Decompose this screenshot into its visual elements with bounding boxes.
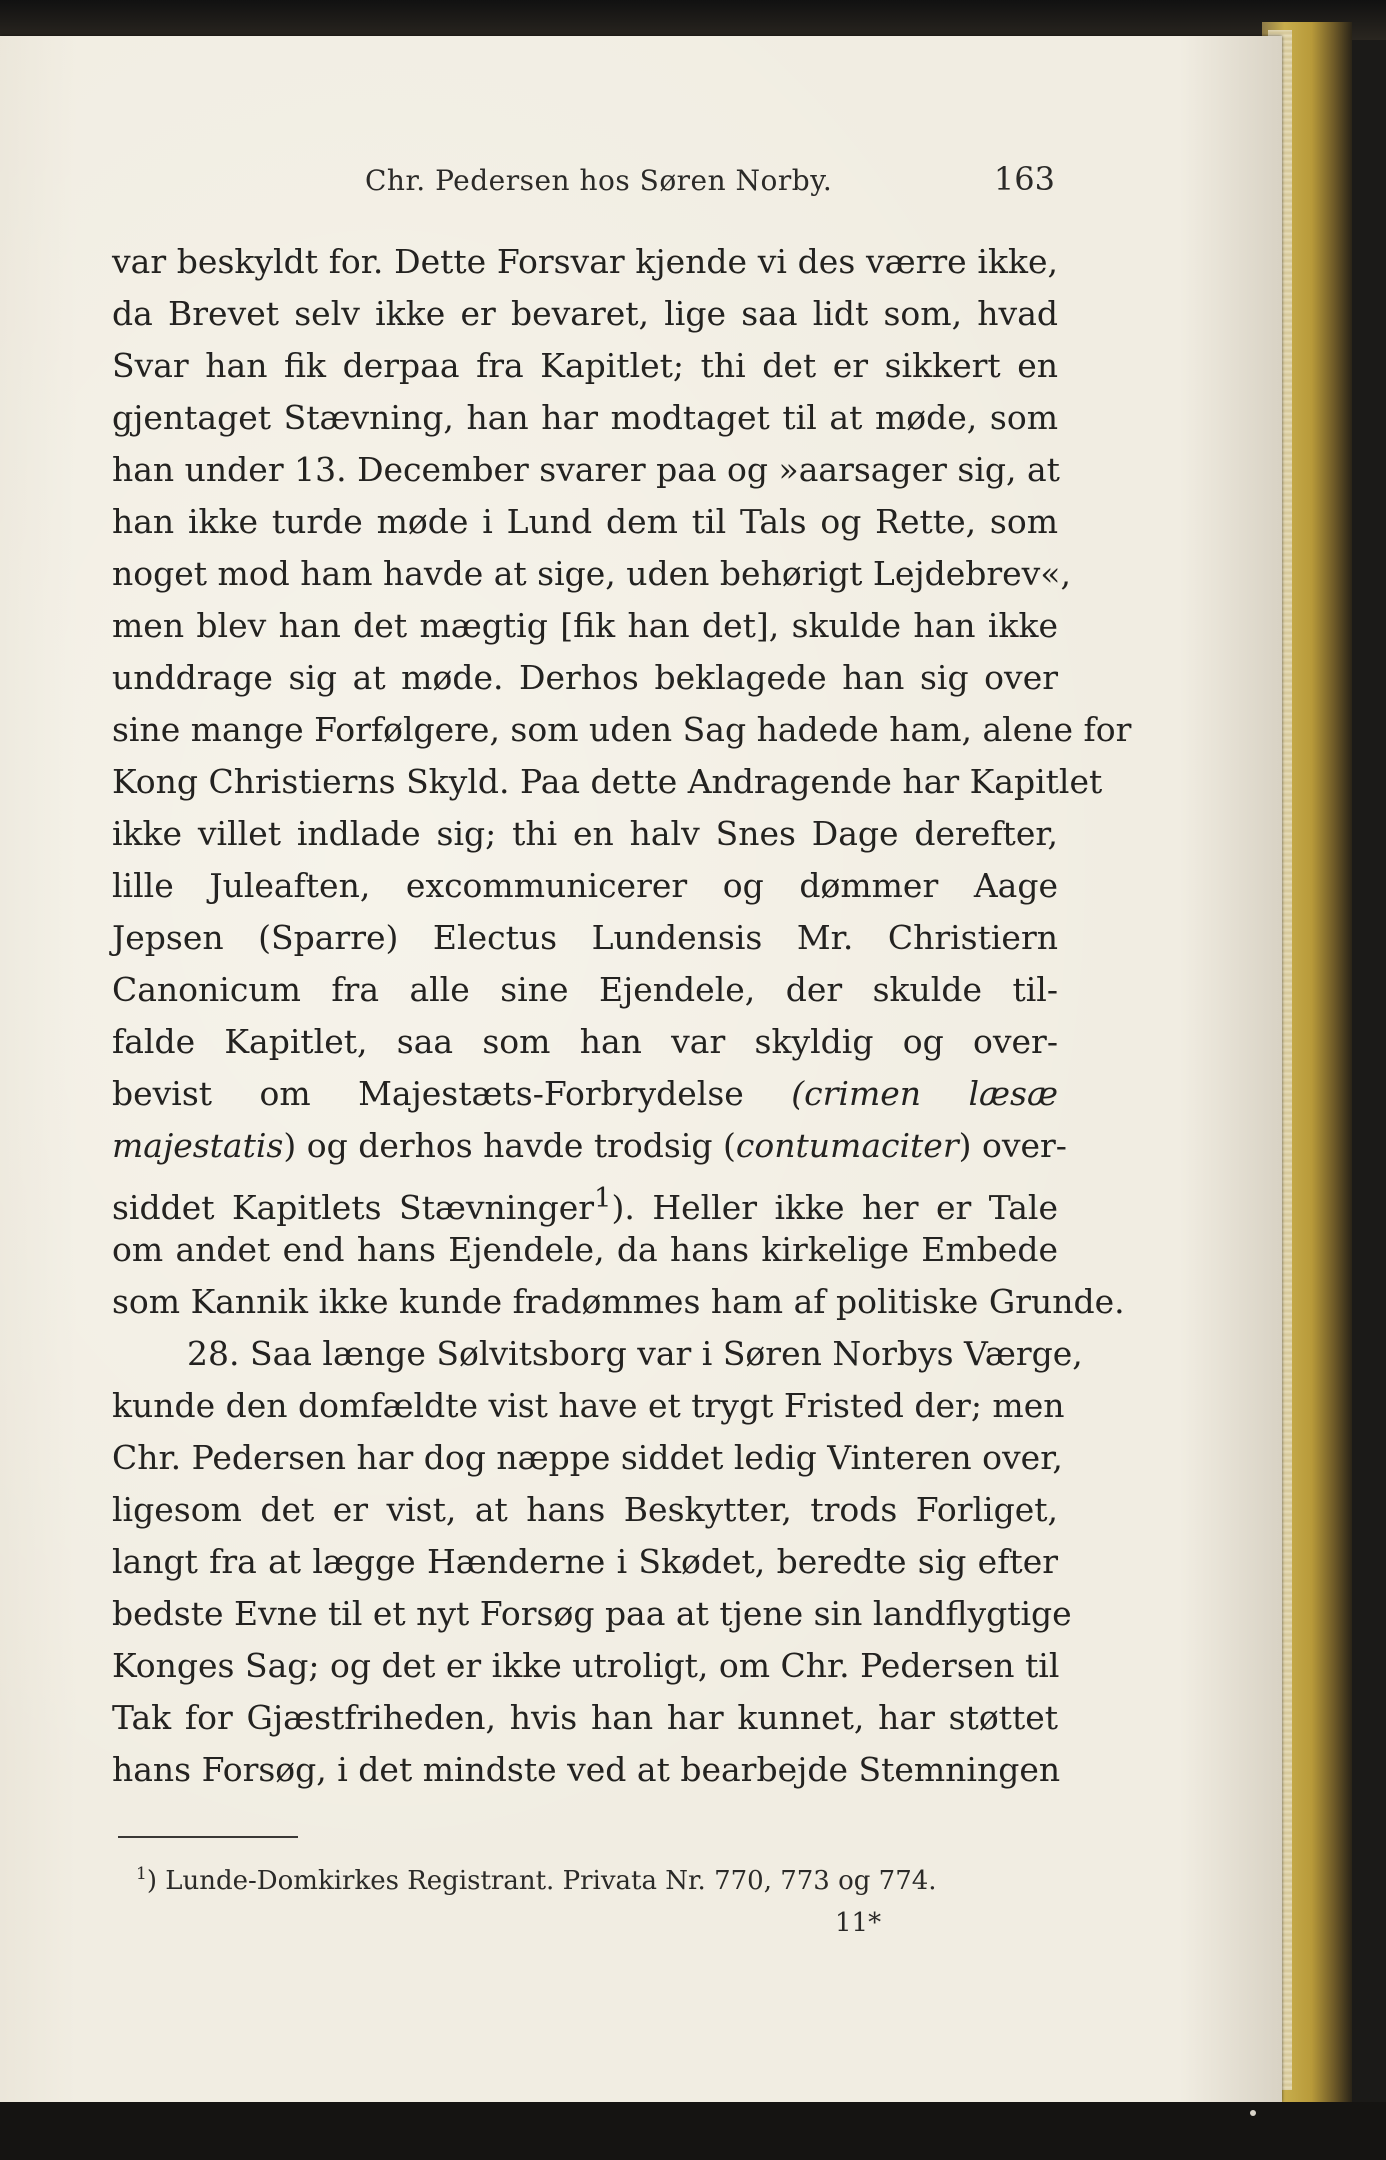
text-line: Kong Christierns Skyld. Paa dette Andragende har Kapitlet <box>112 762 1103 801</box>
footnote-rule <box>118 1836 298 1838</box>
latin-phrase: majestatis <box>112 1126 284 1165</box>
text-segment: bevist om Majestæts-Forbrydelse <box>112 1074 744 1113</box>
footnote-marker: 1 <box>136 1864 147 1884</box>
footnote-text: ) Lunde-Domkirkes Registrant. Privata Nr. 770, 773 og 774. <box>146 1866 937 1896</box>
text-line-paragraph-start: 28. Saa længe Sølvitsborg var i Søren Norbys Værge, <box>187 1334 1083 1373</box>
text-segment: ) og derhos havde trodsig ( <box>283 1126 736 1165</box>
latin-phrase: (crimen læsæ <box>791 1074 1058 1113</box>
text-line: Chr. Pedersen har dog næppe siddet ledig Vinteren over, <box>112 1438 1063 1477</box>
text-line: bedste Evne til et nyt Forsøg paa at tjene sin landflygtige <box>112 1594 1072 1633</box>
text-line: kunde den domfældte vist have et trygt Fristed der; men <box>112 1386 1065 1425</box>
text-line: Konges Sag; og det er ikke utroligt, om Chr. Pedersen til <box>112 1646 1060 1685</box>
footnote-reference: 1 <box>594 1182 612 1214</box>
text-line: men blev han det mægtig [fik han det], skulde han ikke <box>112 606 1058 645</box>
text-segment: ). Heller ikke her er Tale <box>611 1188 1058 1227</box>
text-line: han under 13. December svarer paa og »aarsager sig, at <box>112 450 1060 489</box>
text-line-mixed <box>112 1172 1058 1227</box>
text-segment: siddet Kapitlets Stævninger <box>112 1188 594 1227</box>
text-line: Jepsen (Sparre) Electus Lundensis Mr. Christiern <box>112 918 1058 957</box>
text-line: lille Juleaften, excommunicerer og dømmer Aage <box>112 866 1058 905</box>
text-line: noget mod ham havde at sige, uden behørigt Lejdebrev«, <box>112 554 1071 593</box>
text-line: som Kannik ikke kunde fradømmes ham af politiske Grunde. <box>112 1282 1125 1321</box>
text-line: han ikke turde møde i Lund dem til Tals og Rette, som <box>112 502 1058 541</box>
latin-phrase: contumaciter <box>735 1126 959 1165</box>
text-line: gjentaget Stævning, han har modtaget til at møde, som <box>112 398 1058 437</box>
running-head: Chr. Pedersen hos Søren Norby. <box>365 164 833 197</box>
footnote <box>136 1864 937 1896</box>
scan-artifact-dot <box>1250 2110 1256 2116</box>
text-line: da Brevet selv ikke er bevaret, lige saa lidt som, hvad <box>112 294 1058 333</box>
text-line: sine mange Forfølgere, som uden Sag hadede ham, alene for <box>112 710 1132 749</box>
text-line: Tak for Gjæstfriheden, hvis han har kunnet, har støttet <box>112 1698 1058 1737</box>
text-line: ligesom det er vist, at hans Beskytter, trods Forliget, <box>112 1490 1058 1529</box>
body-text <box>112 236 1132 1796</box>
text-line: Canonicum fra alle sine Ejendele, der skulde til- <box>112 970 1058 1009</box>
text-line: om andet end hans Ejendele, da hans kirkelige Embede <box>112 1230 1058 1269</box>
page-number: 163 <box>993 160 1055 198</box>
text-line: unddrage sig at møde. Derhos beklagede han sig over <box>112 658 1058 697</box>
text-line: var beskyldt for. Dette Forsvar kjende vi des værre ikke, <box>112 242 1058 281</box>
text-line-mixed <box>112 1120 1067 1172</box>
page-header <box>110 160 1060 200</box>
scan-background-bottom <box>0 2102 1386 2160</box>
scan-background-top <box>0 0 1386 40</box>
text-line-mixed <box>112 1068 1058 1120</box>
text-line: Svar han fik derpaa fra Kapitlet; thi det er sikkert en <box>112 346 1058 385</box>
text-line: ikke villet indlade sig; thi en halv Snes Dage derefter, <box>112 814 1058 853</box>
text-line: hans Forsøg, i det mindste ved at bearbejde Stemningen <box>112 1750 1061 1789</box>
text-segment: ) over- <box>958 1126 1067 1165</box>
text-line: falde Kapitlet, saa som han var skyldig og over- <box>112 1022 1058 1061</box>
text-line: langt fra at lægge Hænderne i Skødet, beredte sig efter <box>112 1542 1058 1581</box>
printer-signature-mark: 11* <box>835 1908 882 1938</box>
